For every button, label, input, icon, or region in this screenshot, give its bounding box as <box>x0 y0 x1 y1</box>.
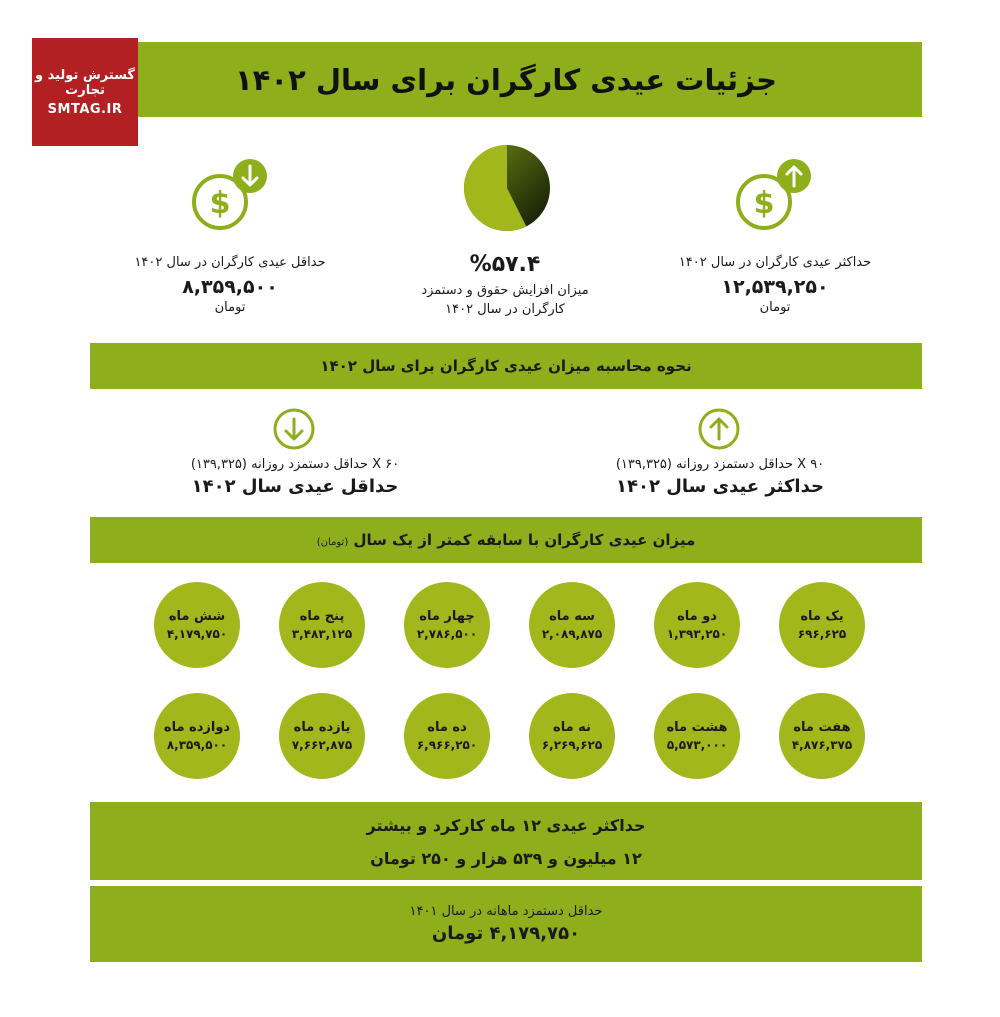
month-amount: ۴,۱۷۹,۷۵۰ <box>166 627 228 641</box>
month-amount: ۶,۹۶۶,۲۵۰ <box>416 738 478 752</box>
month-name: هشت ماه <box>666 720 728 735</box>
logo-text-latin: SMTAG.IR <box>47 102 123 117</box>
month-amount: ۶,۲۶۹,۶۲۵ <box>541 738 603 752</box>
month-amount: ۴,۸۷۶,۳۷۵ <box>791 738 853 752</box>
max-bonus-label: حداکثر عیدی کارگران در سال ۱۴۰۲ <box>678 255 872 270</box>
logo-text-persian: گسترش تولید و تجارت <box>35 68 135 98</box>
min-bonus-label: حداقل عیدی کارگران در سال ۱۴۰۲ <box>134 255 326 270</box>
month-name: سه ماه <box>549 609 595 624</box>
month-amount: ۲,۷۸۶,۵۰۰ <box>416 627 478 641</box>
month-circle <box>404 693 490 779</box>
month-circle <box>779 693 865 779</box>
month-name: یازده ماه <box>293 720 351 735</box>
brand-logo <box>32 38 138 146</box>
month-circle <box>154 693 240 779</box>
month-circle <box>529 693 615 779</box>
month-name: دوازده ماه <box>163 720 231 735</box>
arrow-down-circle-icon <box>272 407 316 455</box>
page-title: جزئیات عیدی کارگران برای سال ۱۴۰۲ <box>234 62 778 97</box>
min-formula-block <box>145 457 445 497</box>
month-amount: ۷,۶۶۲,۸۷۵ <box>291 738 353 752</box>
month-circle <box>279 582 365 668</box>
month-name: یک ماه <box>800 609 844 624</box>
min-wage-bar <box>90 886 922 962</box>
max-bonus-value: ۱۲,۵۳۹,۲۵۰ <box>721 276 829 298</box>
increase-label-2: کارگران در سال ۱۴۰۲ <box>445 302 565 317</box>
month-circle <box>279 693 365 779</box>
month-circle <box>779 582 865 668</box>
increase-label-1: میزان افزایش حقوق و دستمزد <box>421 283 589 298</box>
months-section-bar <box>90 517 922 563</box>
svg-text:$: $ <box>209 186 231 221</box>
month-name: دو ماه <box>677 609 717 624</box>
max-formula: ۹۰ X حداقل دستمزد روزانه (۱۳۹,۳۲۵) <box>615 457 825 472</box>
increase-stat <box>380 246 630 317</box>
month-name: چهار ماه <box>419 609 475 624</box>
title-bar <box>90 42 922 117</box>
dollar-up-icon <box>732 158 820 238</box>
month-circle <box>654 582 740 668</box>
months-section-title <box>317 531 696 549</box>
min-bonus-stat <box>95 255 365 315</box>
calc-section-title: نحوه محاسبه میزان عیدی کارگران برای سال ۱۴۰۲ <box>320 357 692 375</box>
month-amount: ۳,۴۸۳,۱۲۵ <box>291 627 353 641</box>
month-circle <box>404 582 490 668</box>
month-name: نه ماه <box>553 720 591 735</box>
min-bonus-unit: تومان <box>214 300 246 315</box>
calc-section-bar <box>90 343 922 389</box>
max-formula-block <box>570 457 870 497</box>
min-wage-value: ۴,۱۷۹,۷۵۰ تومان <box>431 923 581 944</box>
max-summary-line2: ۱۲ میلیون و ۵۳۹ هزار و ۲۵۰ تومان <box>370 849 642 868</box>
month-name: شش ماه <box>168 609 226 624</box>
min-formula-title: حداقل عیدی سال ۱۴۰۲ <box>191 476 399 497</box>
max-bonus-unit: تومان <box>759 300 791 315</box>
max-formula-title: حداکثر عیدی سال ۱۴۰۲ <box>616 476 824 497</box>
month-name: ده ماه <box>427 720 467 735</box>
min-formula: ۶۰ X حداقل دستمزد روزانه (۱۳۹,۳۲۵) <box>190 457 400 472</box>
month-name: هفت ماه <box>793 720 851 735</box>
min-wage-label: حداقل دستمزد ماهانه در سال ۱۴۰۱ <box>409 904 603 919</box>
max-summary-line1: حداکثر عیدی ۱۲ ماه کارکرد و بیشتر <box>366 816 646 835</box>
pie-chart <box>462 143 552 237</box>
month-circle <box>529 582 615 668</box>
month-circle <box>654 693 740 779</box>
month-amount: ۲,۰۸۹,۸۷۵ <box>541 627 603 641</box>
month-circle <box>154 582 240 668</box>
arrow-up-circle-icon <box>697 407 741 455</box>
max-bonus-stat <box>640 255 910 315</box>
min-bonus-value: ۸,۳۵۹,۵۰۰ <box>182 276 278 298</box>
month-amount: ۱,۳۹۳,۲۵۰ <box>666 627 728 641</box>
month-amount: ۶۹۶,۶۲۵ <box>797 627 847 641</box>
month-amount: ۵,۵۷۳,۰۰۰ <box>666 738 728 752</box>
svg-text:$: $ <box>753 186 775 221</box>
months-section-unit: (تومان) <box>316 537 349 548</box>
dollar-down-icon <box>188 158 276 238</box>
month-amount: ۸,۳۵۹,۵۰۰ <box>166 738 228 752</box>
months-section-heading: میزان عیدی کارگران با سابقه کمتر از یک سال <box>353 531 696 549</box>
max-summary-bar <box>90 802 922 880</box>
increase-percent: %۵۷.۴ <box>469 252 541 277</box>
month-name: پنج ماه <box>299 609 345 624</box>
